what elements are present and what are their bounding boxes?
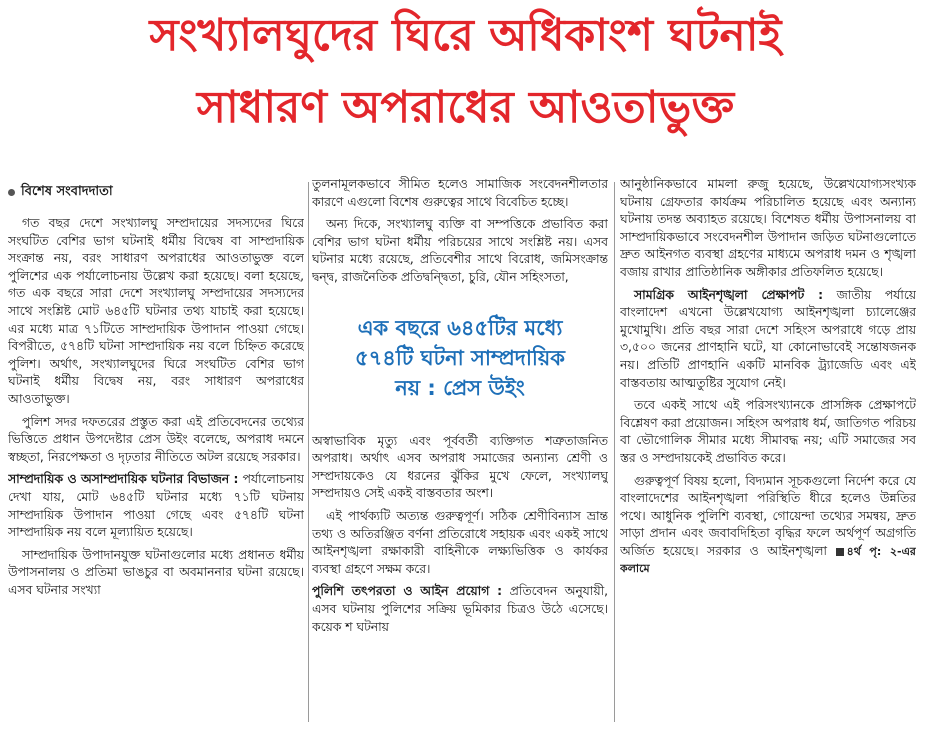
subsection-text: জাতীয় পর্যায়ে বাংলাদেশ এখনো উল্লেখযোগ্য আইনশৃঙ্খলা চ্যালেঞ্জের মুখোমুখি। প্রতি বছর সারা দেশে সহিংস অপরাধে গড়ে প্রায় ৩,৫০০ জনের প্রাণহানি ঘটে, যা কোনোভাবেই সন্তোষজনক নয়। প্রতিটি প্রাণহানি একটি মানবিক ট্র্যাজেডি এবং এই বাস্তবতায় আত্মতুষ্টির সুযোগ নেই। [620, 287, 916, 390]
paragraph: অস্বাভাবিক মৃত্যু এবং পূর্ববর্তী ব্যক্তিগত শত্রুতাজনিত অপরাধ। অর্থাৎ এসব অপরাধ সমাজের অন্যান্য শ্রেণী ও সম্প্রদায়কেও যে ধরনের ঝুঁকির মুখে ফেলে, সংখ্যালঘু সম্প্রদায়ও সেই একই বাস্তবতার অংশ। [312, 433, 608, 501]
paragraph: সাম্প্রদায়িক উপাদানযুক্ত ঘটনাগুলোর মধ্যে প্রধানত ধর্মীয় উপাসনালয় ও প্রতিমা ভাঙচুর বা অবমাননার ঘটনা রয়েছে। এসব ঘটনার সংখ্যা [8, 547, 304, 597]
subsection-heading: পুলিশি তৎপরতা ও আইন প্রয়োগ : [312, 584, 503, 599]
pull-quote-line: ৫৭৪টি ঘটনা সাম্প্রদায়িক [355, 345, 565, 370]
paragraph: অন্য দিকে, সংখ্যালঘু ব্যক্তি বা সম্পত্তিকে প্রভাবিত করা বেশির ভাগ ঘটনা ধর্মীয় পরিচয়ের সাথে সংশ্লিষ্ট নয়। এসব ঘটনার মধ্যে রয়েছে, প্রতিবেশীর সাথে বিরোধ, জমিসংক্রান্ত দ্বন্দ্ব, রাজনৈতিক প্রতিদ্বন্দ্বিতা, চুরি, যৌন সহিংসতা, [312, 217, 608, 284]
paragraph: তবে একই সাথে এই পরিসংখ্যানকে প্রাসঙ্গিক প্রেক্ষাপটে বিশ্লেষণ করা প্রয়োজন। সহিংস অপরাধ ধর্ম, জাতিগত পরিচয় বা ভৌগোলিক সীমার মধ্যে সীমাবদ্ধ নয়; এটি সমাজের সব স্তর ও সম্প্রদায়কেই প্রভাবিত করে। [620, 398, 916, 465]
article-body [8, 176, 924, 732]
continuation-text: ৪র্থ পৃ: ২-এর কলামে [620, 544, 916, 576]
subsection-text: পর্যালোচনায় দেখা যায়, মোট ৬৪৫টি ঘটনার মধ্যে ৭১টি ঘটনায় সাম্প্রদায়িক উপাদান পাওয়া গেছে এবং ৫৭৪টি ঘটনা সাম্প্রদায়িক নয় বলে মূল্যায়িত হয়েছে। [8, 472, 304, 540]
headline-line-2: সাধারণ অপরাধের আওতাভুক্ত [196, 82, 735, 133]
paragraph [620, 473, 916, 579]
pull-quote [312, 313, 608, 403]
column-3 [620, 176, 916, 732]
column-1 [8, 176, 304, 732]
paragraph: আনুষ্ঠানিকভাবে মামলা রুজু হয়েছে, উল্লেখযোগ্যসংখ্যক ঘটনায় গ্রেফতার কার্যক্রম পরিচালিত হয়েছে এবং অন্যান্য ঘটনায় তদন্ত অব্যাহত রয়েছে। বিশেষত ধর্মীয় উপাসনালয় বা সাম্প্রদায়িকভাবে সংবেদনশীল উপাদান জড়িত ঘটনাগুলোতে দ্রুত আইনগত ব্যবস্থা গ্রহণের মাধ্যমে অপরাধ দমন ও শৃঙ্খলা বজায় রাখার প্রাতিষ্ঠানিক অঙ্গীকার প্রতিফলিত হয়েছে। [620, 177, 916, 279]
column-divider [308, 182, 309, 722]
paragraph: পুলিশ সদর দফতরের প্রস্তুত করা এই প্রতিবেদনের তথ্যের ভিত্তিতে প্রধান উপদেষ্টার প্রেস উইং বলেছে, অপরাধ দমনে স্বচ্ছতা, নিরপেক্ষতা ও দৃঢ়তার নীতিতে অটল রয়েছে সরকার। [8, 414, 304, 464]
byline-text: বিশেষ সংবাদদাতা [21, 184, 113, 199]
subsection [8, 471, 304, 541]
subsection [620, 287, 916, 393]
paragraph-text: গুরুত্বপূর্ণ বিষয় হলো, বিদ্যমান সূচকগুলো নির্দেশ করে যে বাংলাদেশের আইনশৃঙ্খলা পরিস্থিতি ধীরে হলেও উন্নতির পথে। আধুনিক পুলিশি ব্যবস্থা, গোয়েন্দা তথ্যের সমন্বয়, দ্রুত সাড়া প্রদান এবং জবাবদিহিতা বৃদ্ধির ফলে অর্থপূর্ণ অগ্রগতি অর্জিত হয়েছে। সরকার ও আইনশৃঙ্খলা [620, 473, 916, 558]
subsection-heading: সাম্প্রদায়িক ও অসাম্প্রদায়িক ঘটনার বিভাজন : [8, 472, 239, 487]
paragraph: তুলনামূলকভাবে সীমিত হলেও সামাজিক সংবেদনশীলতার কারণে এগুলো বিশেষ গুরুত্বের সাথে বিবেচিত হচ্ছে। [312, 177, 608, 209]
paragraph: গত বছর দেশে সংখ্যালঘু সম্প্রদায়ের সদস্যদের ঘিরে সংঘটিত বেশির ভাগ ঘটনাই ধর্মীয় বিদ্বেষ বা সাম্প্রদায়িক সংক্রান্ত নয়, বরং সাধারণ অপরাধের আওতাভুক্ত বলে পুলিশের এক পর্যালোচনায় উল্লেখ করা হয়েছে। বলা হয়েছে, গত এক বছরে সারা দেশে সংখ্যালঘু সম্প্রদায়ের সদস্যদের সাথে সংশ্লিষ্ট মোট ৬৪৫টি ঘটনার তথ্য যাচাই করা হয়েছে। এর মধ্যে মাত্র ৭১টিতে সাম্প্রদায়িক উপাদান পাওয়া গেছে। বিপরীতে, ৫৭৪টি ঘটনা সাম্প্রদায়িক নয় বলে চিহ্নিত করেছে পুলিশ। অর্থাৎ, সংখ্যালঘুদের ঘিরে সংঘটিত বেশির ভাগ ঘটনাই ধর্মীয় বিদ্বেষ নয়, বরং সাধারণ অপরাধের আওতাভুক্ত। [8, 216, 304, 406]
headline-line-1: সংখ্যালঘুদের ঘিরে অধিকাংশ ঘটনাই [149, 10, 782, 61]
subsection-text: প্রতিবেদন অনুযায়ী, এসব ঘটনায় পুলিশের সক্রিয় ভূমিকার চিত্রও উঠে এসেছে। কয়েক শ ঘটনায় [312, 584, 608, 634]
subsection-heading: সামগ্রিক আইনশৃঙ্খলা প্রেক্ষাপট : [634, 287, 824, 302]
subsection [312, 583, 608, 636]
pull-quote-line: নয় : প্রেস উইং [395, 375, 525, 400]
byline [8, 182, 304, 203]
paragraph: এই পার্থক্যটি অত্যন্ত গুরুত্বপূর্ণ। সঠিক শ্রেণীবিন্যাস ভ্রান্ত তথ্য ও অতিরঞ্জিত বর্ণনা প্রতিরোধে সহায়ক এবং একই সাথে আইনশৃঙ্খলা রক্ষাকারী বাহিনীকে লক্ষ্যভিত্তিক ও কার্যকর ব্যবস্থা গ্রহণে সক্ষম করে। [312, 508, 608, 576]
bullet-icon [8, 189, 15, 196]
square-icon [836, 548, 844, 556]
column-divider [614, 182, 615, 722]
pull-quote-line: এক বছরে ৬৪৫টির মধ্যে [357, 315, 563, 340]
column-2 [312, 176, 608, 732]
